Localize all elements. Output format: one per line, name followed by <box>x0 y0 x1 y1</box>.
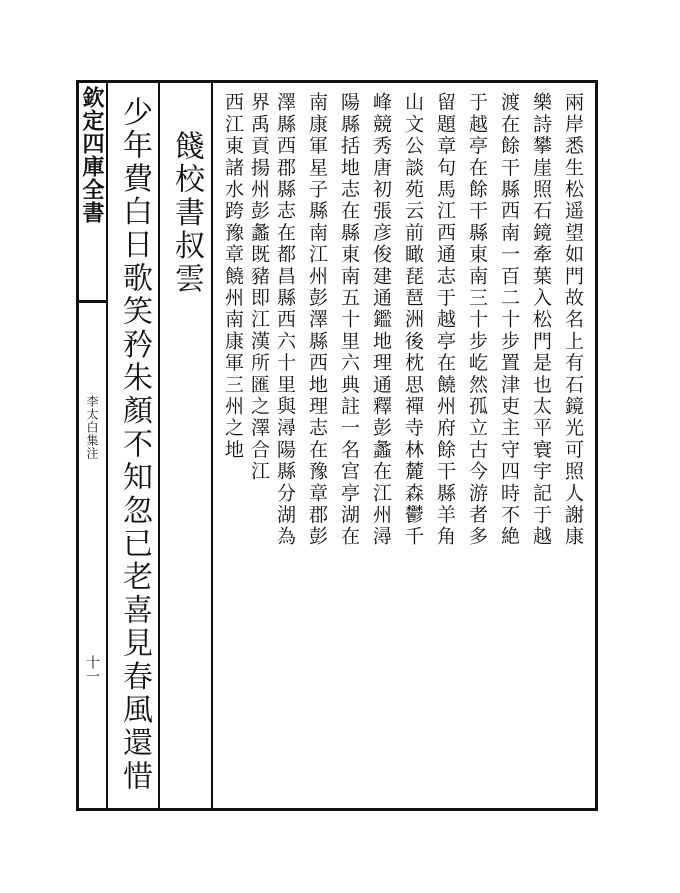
column-rule <box>211 80 213 811</box>
commentary-column-10: 澤縣西郡縣志在都昌縣西六十里與潯陽縣分湖為 <box>274 92 296 548</box>
collection-title: 李太白集注 <box>85 395 99 460</box>
commentary-column-8: 陽縣括地志在縣東南五十里六典註一名宫亭湖在 <box>338 92 360 548</box>
commentary-column-1: 兩岸悉生松遥望如門故名上有石鏡光可照人謝康 <box>562 92 584 548</box>
commentary-column-12: 西江東諸水跨豫章饒州南康軍三州之地 <box>222 92 244 461</box>
page-number: 十一 <box>84 655 100 683</box>
commentary-column-9: 南康軍星子縣南江州彭澤縣西地理志在豫章郡彭 <box>306 92 328 548</box>
commentary-column-5: 留題章句馬江西通志于越亭在饒州府餘干縣羊角 <box>434 92 456 548</box>
commentary-column-11: 界禹貢揚州彭蠡既豬即江漢所匯之澤合江 <box>248 92 270 483</box>
commentary-column-7: 峰競秀唐初張彦俊建通鑑地理通釋彭蠡在江州潯 <box>370 92 392 548</box>
poem-line: 少年費白日歌笑矜朱顏不知忽已老喜見春風還惜 <box>117 96 152 794</box>
fishtail-mark <box>78 300 106 303</box>
book-title: 欽定四庫全書 <box>79 86 105 224</box>
commentary-column-3: 渡在餘干縣西南一百二十步置津吏主守四時不絶 <box>498 92 520 548</box>
commentary-column-4: 于越亭在餘干縣東南三十步屹然孤立古今游者多 <box>466 92 488 548</box>
commentary-column-6: 山文公談苑云前瞰琵琶洲後枕思禪寺林麓森鬱千 <box>402 92 424 548</box>
poem-title: 餞校書叔雲 <box>169 130 204 296</box>
commentary-column-2: 樂詩攀崖照石鏡牽葉入松門是也太平寰宇記于越 <box>530 92 552 548</box>
column-rule <box>158 80 160 811</box>
